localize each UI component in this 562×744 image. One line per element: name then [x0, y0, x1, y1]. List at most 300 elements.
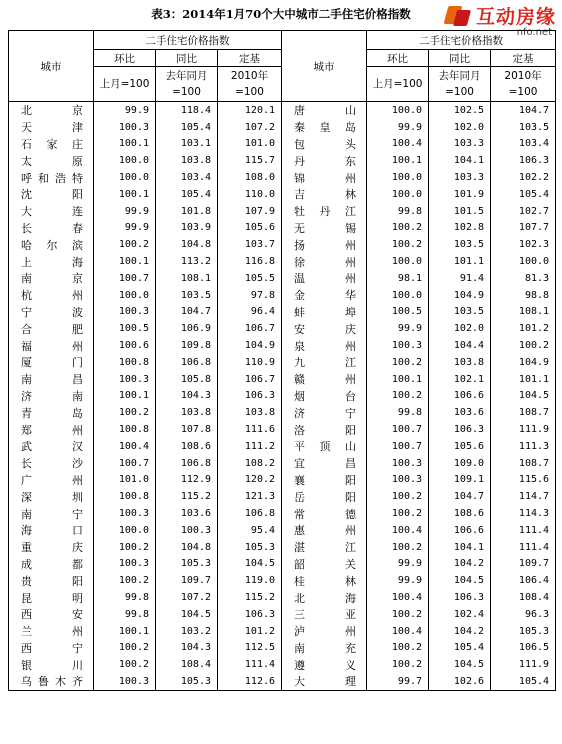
left-base-cell: 105.3: [218, 539, 282, 556]
right-base-cell: 108.1: [491, 304, 556, 321]
right-city-cell: 金华: [282, 287, 367, 304]
left-mom-cell: 100.4: [94, 438, 156, 455]
right-yoy-cell: 101.5: [429, 203, 491, 220]
left-base-cell: 121.3: [218, 488, 282, 505]
right-yoy-cell: 105.4: [429, 640, 491, 657]
left-yoy-cell: 109.7: [156, 572, 218, 589]
table-row: [9, 186, 556, 203]
left-mom-cell: 100.2: [94, 656, 156, 673]
right-base-cell: 114.7: [491, 488, 556, 505]
right-base-cell: 100.2: [491, 337, 556, 354]
right-mom-cell: 100.0: [367, 186, 429, 203]
left-city-cell: 乌鲁木齐: [9, 673, 94, 690]
header-mom-sub: 上月=100: [367, 67, 429, 102]
left-yoy-cell: 107.8: [156, 421, 218, 438]
right-city-cell: 泸州: [282, 623, 367, 640]
site-logo[interactable]: [446, 2, 556, 29]
left-city-cell: 青岛: [9, 404, 94, 421]
header-city: 城市: [282, 31, 367, 102]
right-mom-cell: 100.5: [367, 304, 429, 321]
right-base-cell: 104.5: [491, 388, 556, 405]
right-base-cell: 100.0: [491, 253, 556, 270]
right-base-cell: 114.3: [491, 505, 556, 522]
left-base-cell: 115.7: [218, 152, 282, 169]
left-city-cell: 太原: [9, 152, 94, 169]
left-city-cell: 呼和浩特: [9, 169, 94, 186]
left-mom-cell: 100.1: [94, 253, 156, 270]
left-yoy-cell: 109.8: [156, 337, 218, 354]
right-mom-cell: 100.0: [367, 169, 429, 186]
table-row: [9, 656, 556, 673]
right-mom-cell: 100.4: [367, 623, 429, 640]
left-city-cell: 广州: [9, 472, 94, 489]
right-city-cell: 洛阳: [282, 421, 367, 438]
right-base-cell: 104.9: [491, 354, 556, 371]
left-base-cell: 105.6: [218, 220, 282, 237]
left-base-cell: 101.0: [218, 136, 282, 153]
right-city-cell: 湛江: [282, 539, 367, 556]
right-yoy-cell: 106.3: [429, 589, 491, 606]
right-yoy-cell: 101.1: [429, 253, 491, 270]
left-mom-cell: 100.6: [94, 337, 156, 354]
right-mom-cell: 100.4: [367, 589, 429, 606]
left-city-cell: 长沙: [9, 455, 94, 472]
right-yoy-cell: 103.3: [429, 136, 491, 153]
left-mom-cell: 100.2: [94, 539, 156, 556]
right-mom-cell: 100.7: [367, 438, 429, 455]
left-city-cell: 海口: [9, 522, 94, 539]
left-mom-cell: 100.1: [94, 388, 156, 405]
left-mom-cell: 100.3: [94, 119, 156, 136]
right-base-cell: 111.9: [491, 421, 556, 438]
right-yoy-cell: 109.0: [429, 455, 491, 472]
right-base-cell: 81.3: [491, 270, 556, 287]
header-mom-sub: 上月=100: [94, 67, 156, 102]
right-base-cell: 115.6: [491, 472, 556, 489]
left-city-cell: 哈尔滨: [9, 236, 94, 253]
right-mom-cell: 99.9: [367, 119, 429, 136]
table-row: [9, 488, 556, 505]
right-city-cell: 赣州: [282, 371, 367, 388]
left-city-cell: 重庆: [9, 539, 94, 556]
left-city-cell: 银川: [9, 656, 94, 673]
left-city-cell: 南宁: [9, 505, 94, 522]
left-base-cell: 110.0: [218, 186, 282, 203]
header-mom: 环比: [367, 50, 429, 67]
header-base-sub: 2010年=100: [218, 67, 282, 102]
right-mom-cell: 100.2: [367, 640, 429, 657]
table-row: [9, 371, 556, 388]
left-city-cell: 合肥: [9, 320, 94, 337]
right-city-cell: 岳阳: [282, 488, 367, 505]
right-base-cell: 102.3: [491, 236, 556, 253]
right-yoy-cell: 104.9: [429, 287, 491, 304]
right-base-cell: 108.7: [491, 404, 556, 421]
left-city-cell: 成都: [9, 556, 94, 573]
left-yoy-cell: 103.9: [156, 220, 218, 237]
right-mom-cell: 99.9: [367, 320, 429, 337]
table-row: [9, 253, 556, 270]
right-mom-cell: 100.0: [367, 102, 429, 119]
left-city-cell: 上海: [9, 253, 94, 270]
left-yoy-cell: 103.1: [156, 136, 218, 153]
right-base-cell: 109.7: [491, 556, 556, 573]
right-yoy-cell: 104.5: [429, 572, 491, 589]
right-city-cell: 无锡: [282, 220, 367, 237]
price-index-table: [8, 30, 556, 691]
right-base-cell: 105.4: [491, 186, 556, 203]
right-mom-cell: 99.9: [367, 572, 429, 589]
left-city-cell: 长春: [9, 220, 94, 237]
left-yoy-cell: 104.3: [156, 388, 218, 405]
right-mom-cell: 100.2: [367, 539, 429, 556]
right-city-cell: 温州: [282, 270, 367, 287]
left-base-cell: 108.2: [218, 455, 282, 472]
left-yoy-cell: 104.5: [156, 606, 218, 623]
left-yoy-cell: 103.5: [156, 287, 218, 304]
right-city-cell: 大理: [282, 673, 367, 690]
table-title: 表3：2014年1月70个大中城市二手住宅价格指数: [151, 7, 411, 21]
header-group: 二手住宅价格指数: [367, 31, 556, 50]
right-base-cell: 111.9: [491, 656, 556, 673]
right-yoy-cell: 104.2: [429, 556, 491, 573]
left-yoy-cell: 103.6: [156, 505, 218, 522]
left-mom-cell: 100.0: [94, 522, 156, 539]
right-city-cell: 襄阳: [282, 472, 367, 489]
right-city-cell: 徐州: [282, 253, 367, 270]
left-city-cell: 沈阳: [9, 186, 94, 203]
right-city-cell: 南充: [282, 640, 367, 657]
left-yoy-cell: 106.8: [156, 354, 218, 371]
left-base-cell: 106.7: [218, 371, 282, 388]
left-base-cell: 96.4: [218, 304, 282, 321]
left-mom-cell: 100.8: [94, 421, 156, 438]
right-city-cell: 九江: [282, 354, 367, 371]
table-row: [9, 623, 556, 640]
header-group: 二手住宅价格指数: [94, 31, 282, 50]
right-city-cell: 唐山: [282, 102, 367, 119]
left-base-cell: 120.2: [218, 472, 282, 489]
left-yoy-cell: 105.4: [156, 119, 218, 136]
left-mom-cell: 100.2: [94, 404, 156, 421]
table-body: [9, 102, 556, 691]
right-mom-cell: 100.0: [367, 253, 429, 270]
right-yoy-cell: 101.9: [429, 186, 491, 203]
left-yoy-cell: 105.3: [156, 556, 218, 573]
right-yoy-cell: 103.5: [429, 304, 491, 321]
header-yoy-sub: 去年同月=100: [429, 67, 491, 102]
right-base-cell: 105.4: [491, 673, 556, 690]
left-city-cell: 深圳: [9, 488, 94, 505]
right-yoy-cell: 106.6: [429, 388, 491, 405]
left-mom-cell: 100.7: [94, 270, 156, 287]
table-row: [9, 472, 556, 489]
left-base-cell: 101.2: [218, 623, 282, 640]
table-row: [9, 505, 556, 522]
right-yoy-cell: 106.6: [429, 522, 491, 539]
left-base-cell: 105.5: [218, 270, 282, 287]
right-mom-cell: 99.8: [367, 203, 429, 220]
table-row: [9, 270, 556, 287]
table-row: [9, 556, 556, 573]
left-mom-cell: 100.5: [94, 320, 156, 337]
left-base-cell: 106.3: [218, 606, 282, 623]
left-mom-cell: 100.2: [94, 236, 156, 253]
table-row: [9, 354, 556, 371]
right-yoy-cell: 109.1: [429, 472, 491, 489]
left-mom-cell: 100.2: [94, 572, 156, 589]
logo-mark-icon: [446, 4, 472, 28]
right-yoy-cell: 102.1: [429, 371, 491, 388]
left-yoy-cell: 107.2: [156, 589, 218, 606]
left-yoy-cell: 118.4: [156, 102, 218, 119]
right-mom-cell: 100.2: [367, 236, 429, 253]
left-yoy-cell: 108.4: [156, 656, 218, 673]
left-mom-cell: 100.1: [94, 186, 156, 203]
table-row: [9, 320, 556, 337]
left-city-cell: 杭州: [9, 287, 94, 304]
right-yoy-cell: 102.4: [429, 606, 491, 623]
left-city-cell: 西宁: [9, 640, 94, 657]
header-base: 定基: [491, 50, 556, 67]
right-base-cell: 103.4: [491, 136, 556, 153]
table-row: [9, 287, 556, 304]
table-row: [9, 673, 556, 690]
left-city-cell: 贵阳: [9, 572, 94, 589]
left-base-cell: 103.8: [218, 404, 282, 421]
right-city-cell: 泉州: [282, 337, 367, 354]
table-row: [9, 589, 556, 606]
left-yoy-cell: 115.2: [156, 488, 218, 505]
left-base-cell: 108.0: [218, 169, 282, 186]
left-yoy-cell: 113.2: [156, 253, 218, 270]
left-mom-cell: 100.3: [94, 304, 156, 321]
right-city-cell: 吉林: [282, 186, 367, 203]
header-base: 定基: [218, 50, 282, 67]
left-yoy-cell: 105.8: [156, 371, 218, 388]
right-yoy-cell: 104.5: [429, 656, 491, 673]
right-yoy-cell: 104.2: [429, 623, 491, 640]
left-yoy-cell: 105.4: [156, 186, 218, 203]
left-base-cell: 111.4: [218, 656, 282, 673]
left-city-cell: 郑州: [9, 421, 94, 438]
right-yoy-cell: 104.7: [429, 488, 491, 505]
left-mom-cell: 100.0: [94, 152, 156, 169]
left-city-cell: 石家庄: [9, 136, 94, 153]
left-mom-cell: 100.0: [94, 169, 156, 186]
right-yoy-cell: 103.6: [429, 404, 491, 421]
left-mom-cell: 99.9: [94, 203, 156, 220]
right-city-cell: 烟台: [282, 388, 367, 405]
right-mom-cell: 100.3: [367, 455, 429, 472]
logo-url: nfo.net: [516, 27, 552, 38]
right-city-cell: 安庆: [282, 320, 367, 337]
left-mom-cell: 100.3: [94, 505, 156, 522]
left-base-cell: 110.9: [218, 354, 282, 371]
right-base-cell: 106.5: [491, 640, 556, 657]
left-base-cell: 112.6: [218, 673, 282, 690]
left-base-cell: 104.5: [218, 556, 282, 573]
right-yoy-cell: 91.4: [429, 270, 491, 287]
table-row: [9, 404, 556, 421]
right-city-cell: 桂林: [282, 572, 367, 589]
right-base-cell: 105.3: [491, 623, 556, 640]
right-city-cell: 常德: [282, 505, 367, 522]
right-mom-cell: 99.8: [367, 404, 429, 421]
left-mom-cell: 100.1: [94, 136, 156, 153]
table-row: [9, 522, 556, 539]
right-base-cell: 106.3: [491, 152, 556, 169]
left-mom-cell: 100.0: [94, 287, 156, 304]
table-row: [9, 572, 556, 589]
left-city-cell: 北京: [9, 102, 94, 119]
table-row: [9, 203, 556, 220]
right-city-cell: 扬州: [282, 236, 367, 253]
left-yoy-cell: 106.9: [156, 320, 218, 337]
left-mom-cell: 100.1: [94, 623, 156, 640]
left-yoy-cell: 105.3: [156, 673, 218, 690]
right-mom-cell: 99.7: [367, 673, 429, 690]
right-city-cell: 遵义: [282, 656, 367, 673]
table-row: [9, 119, 556, 136]
right-yoy-cell: 103.8: [429, 354, 491, 371]
right-yoy-cell: 102.0: [429, 119, 491, 136]
right-base-cell: 102.7: [491, 203, 556, 220]
right-base-cell: 111.3: [491, 438, 556, 455]
left-mom-cell: 99.8: [94, 589, 156, 606]
right-city-cell: 韶关: [282, 556, 367, 573]
table-row: [9, 539, 556, 556]
left-mom-cell: 100.8: [94, 488, 156, 505]
right-base-cell: 101.2: [491, 320, 556, 337]
left-yoy-cell: 103.8: [156, 404, 218, 421]
left-yoy-cell: 104.8: [156, 236, 218, 253]
right-base-cell: 98.8: [491, 287, 556, 304]
right-yoy-cell: 102.5: [429, 102, 491, 119]
right-base-cell: 103.5: [491, 119, 556, 136]
left-yoy-cell: 101.8: [156, 203, 218, 220]
header-yoy-sub: 去年同月=100: [156, 67, 218, 102]
right-city-cell: 锦州: [282, 169, 367, 186]
left-base-cell: 106.8: [218, 505, 282, 522]
left-city-cell: 大连: [9, 203, 94, 220]
right-city-cell: 济宁: [282, 404, 367, 421]
left-base-cell: 104.9: [218, 337, 282, 354]
right-base-cell: 104.7: [491, 102, 556, 119]
table-row: [9, 438, 556, 455]
left-base-cell: 97.8: [218, 287, 282, 304]
left-city-cell: 天津: [9, 119, 94, 136]
left-city-cell: 武汉: [9, 438, 94, 455]
right-city-cell: 平顶山: [282, 438, 367, 455]
right-base-cell: 107.7: [491, 220, 556, 237]
left-base-cell: 107.2: [218, 119, 282, 136]
right-city-cell: 北海: [282, 589, 367, 606]
right-mom-cell: 100.2: [367, 606, 429, 623]
right-mom-cell: 100.1: [367, 152, 429, 169]
right-city-cell: 丹东: [282, 152, 367, 169]
header-city: 城市: [9, 31, 94, 102]
table-row: [9, 421, 556, 438]
left-city-cell: 福州: [9, 337, 94, 354]
right-mom-cell: 100.2: [367, 656, 429, 673]
right-mom-cell: 99.9: [367, 556, 429, 573]
left-base-cell: 120.1: [218, 102, 282, 119]
left-yoy-cell: 100.3: [156, 522, 218, 539]
right-city-cell: 惠州: [282, 522, 367, 539]
left-base-cell: 111.6: [218, 421, 282, 438]
left-mom-cell: 100.7: [94, 455, 156, 472]
right-mom-cell: 100.0: [367, 287, 429, 304]
right-yoy-cell: 103.3: [429, 169, 491, 186]
table-row: [9, 304, 556, 321]
right-mom-cell: 100.1: [367, 371, 429, 388]
left-mom-cell: 101.0: [94, 472, 156, 489]
left-base-cell: 112.5: [218, 640, 282, 657]
left-yoy-cell: 104.7: [156, 304, 218, 321]
left-mom-cell: 100.3: [94, 673, 156, 690]
left-yoy-cell: 103.4: [156, 169, 218, 186]
left-base-cell: 116.8: [218, 253, 282, 270]
right-city-cell: 三亚: [282, 606, 367, 623]
right-base-cell: 111.4: [491, 522, 556, 539]
left-yoy-cell: 106.8: [156, 455, 218, 472]
left-base-cell: 119.0: [218, 572, 282, 589]
left-mom-cell: 99.8: [94, 606, 156, 623]
right-mom-cell: 100.7: [367, 421, 429, 438]
logo-text: 互动房缘: [475, 6, 556, 28]
header-mom: 环比: [94, 50, 156, 67]
right-city-cell: 蚌埠: [282, 304, 367, 321]
left-city-cell: 宁波: [9, 304, 94, 321]
left-mom-cell: 100.3: [94, 556, 156, 573]
left-base-cell: 107.9: [218, 203, 282, 220]
left-base-cell: 106.3: [218, 388, 282, 405]
table-row: [9, 640, 556, 657]
left-yoy-cell: 103.8: [156, 152, 218, 169]
right-mom-cell: 98.1: [367, 270, 429, 287]
left-mom-cell: 99.9: [94, 220, 156, 237]
left-yoy-cell: 103.2: [156, 623, 218, 640]
table-row: [9, 136, 556, 153]
left-base-cell: 115.2: [218, 589, 282, 606]
table-row: [9, 169, 556, 186]
right-yoy-cell: 108.6: [429, 505, 491, 522]
left-city-cell: 南京: [9, 270, 94, 287]
right-base-cell: 106.4: [491, 572, 556, 589]
table-row: [9, 220, 556, 237]
left-city-cell: 南昌: [9, 371, 94, 388]
left-yoy-cell: 112.9: [156, 472, 218, 489]
right-city-cell: 秦皇岛: [282, 119, 367, 136]
left-mom-cell: 100.3: [94, 371, 156, 388]
left-yoy-cell: 104.8: [156, 539, 218, 556]
left-city-cell: 兰州: [9, 623, 94, 640]
left-city-cell: 西安: [9, 606, 94, 623]
right-yoy-cell: 104.1: [429, 539, 491, 556]
left-base-cell: 106.7: [218, 320, 282, 337]
right-mom-cell: 100.3: [367, 472, 429, 489]
left-yoy-cell: 108.6: [156, 438, 218, 455]
right-mom-cell: 100.2: [367, 488, 429, 505]
right-base-cell: 96.3: [491, 606, 556, 623]
right-mom-cell: 100.2: [367, 220, 429, 237]
left-mom-cell: 100.8: [94, 354, 156, 371]
table-row: [9, 152, 556, 169]
left-yoy-cell: 104.3: [156, 640, 218, 657]
right-city-cell: 宜昌: [282, 455, 367, 472]
header-yoy: 同比: [429, 50, 491, 67]
